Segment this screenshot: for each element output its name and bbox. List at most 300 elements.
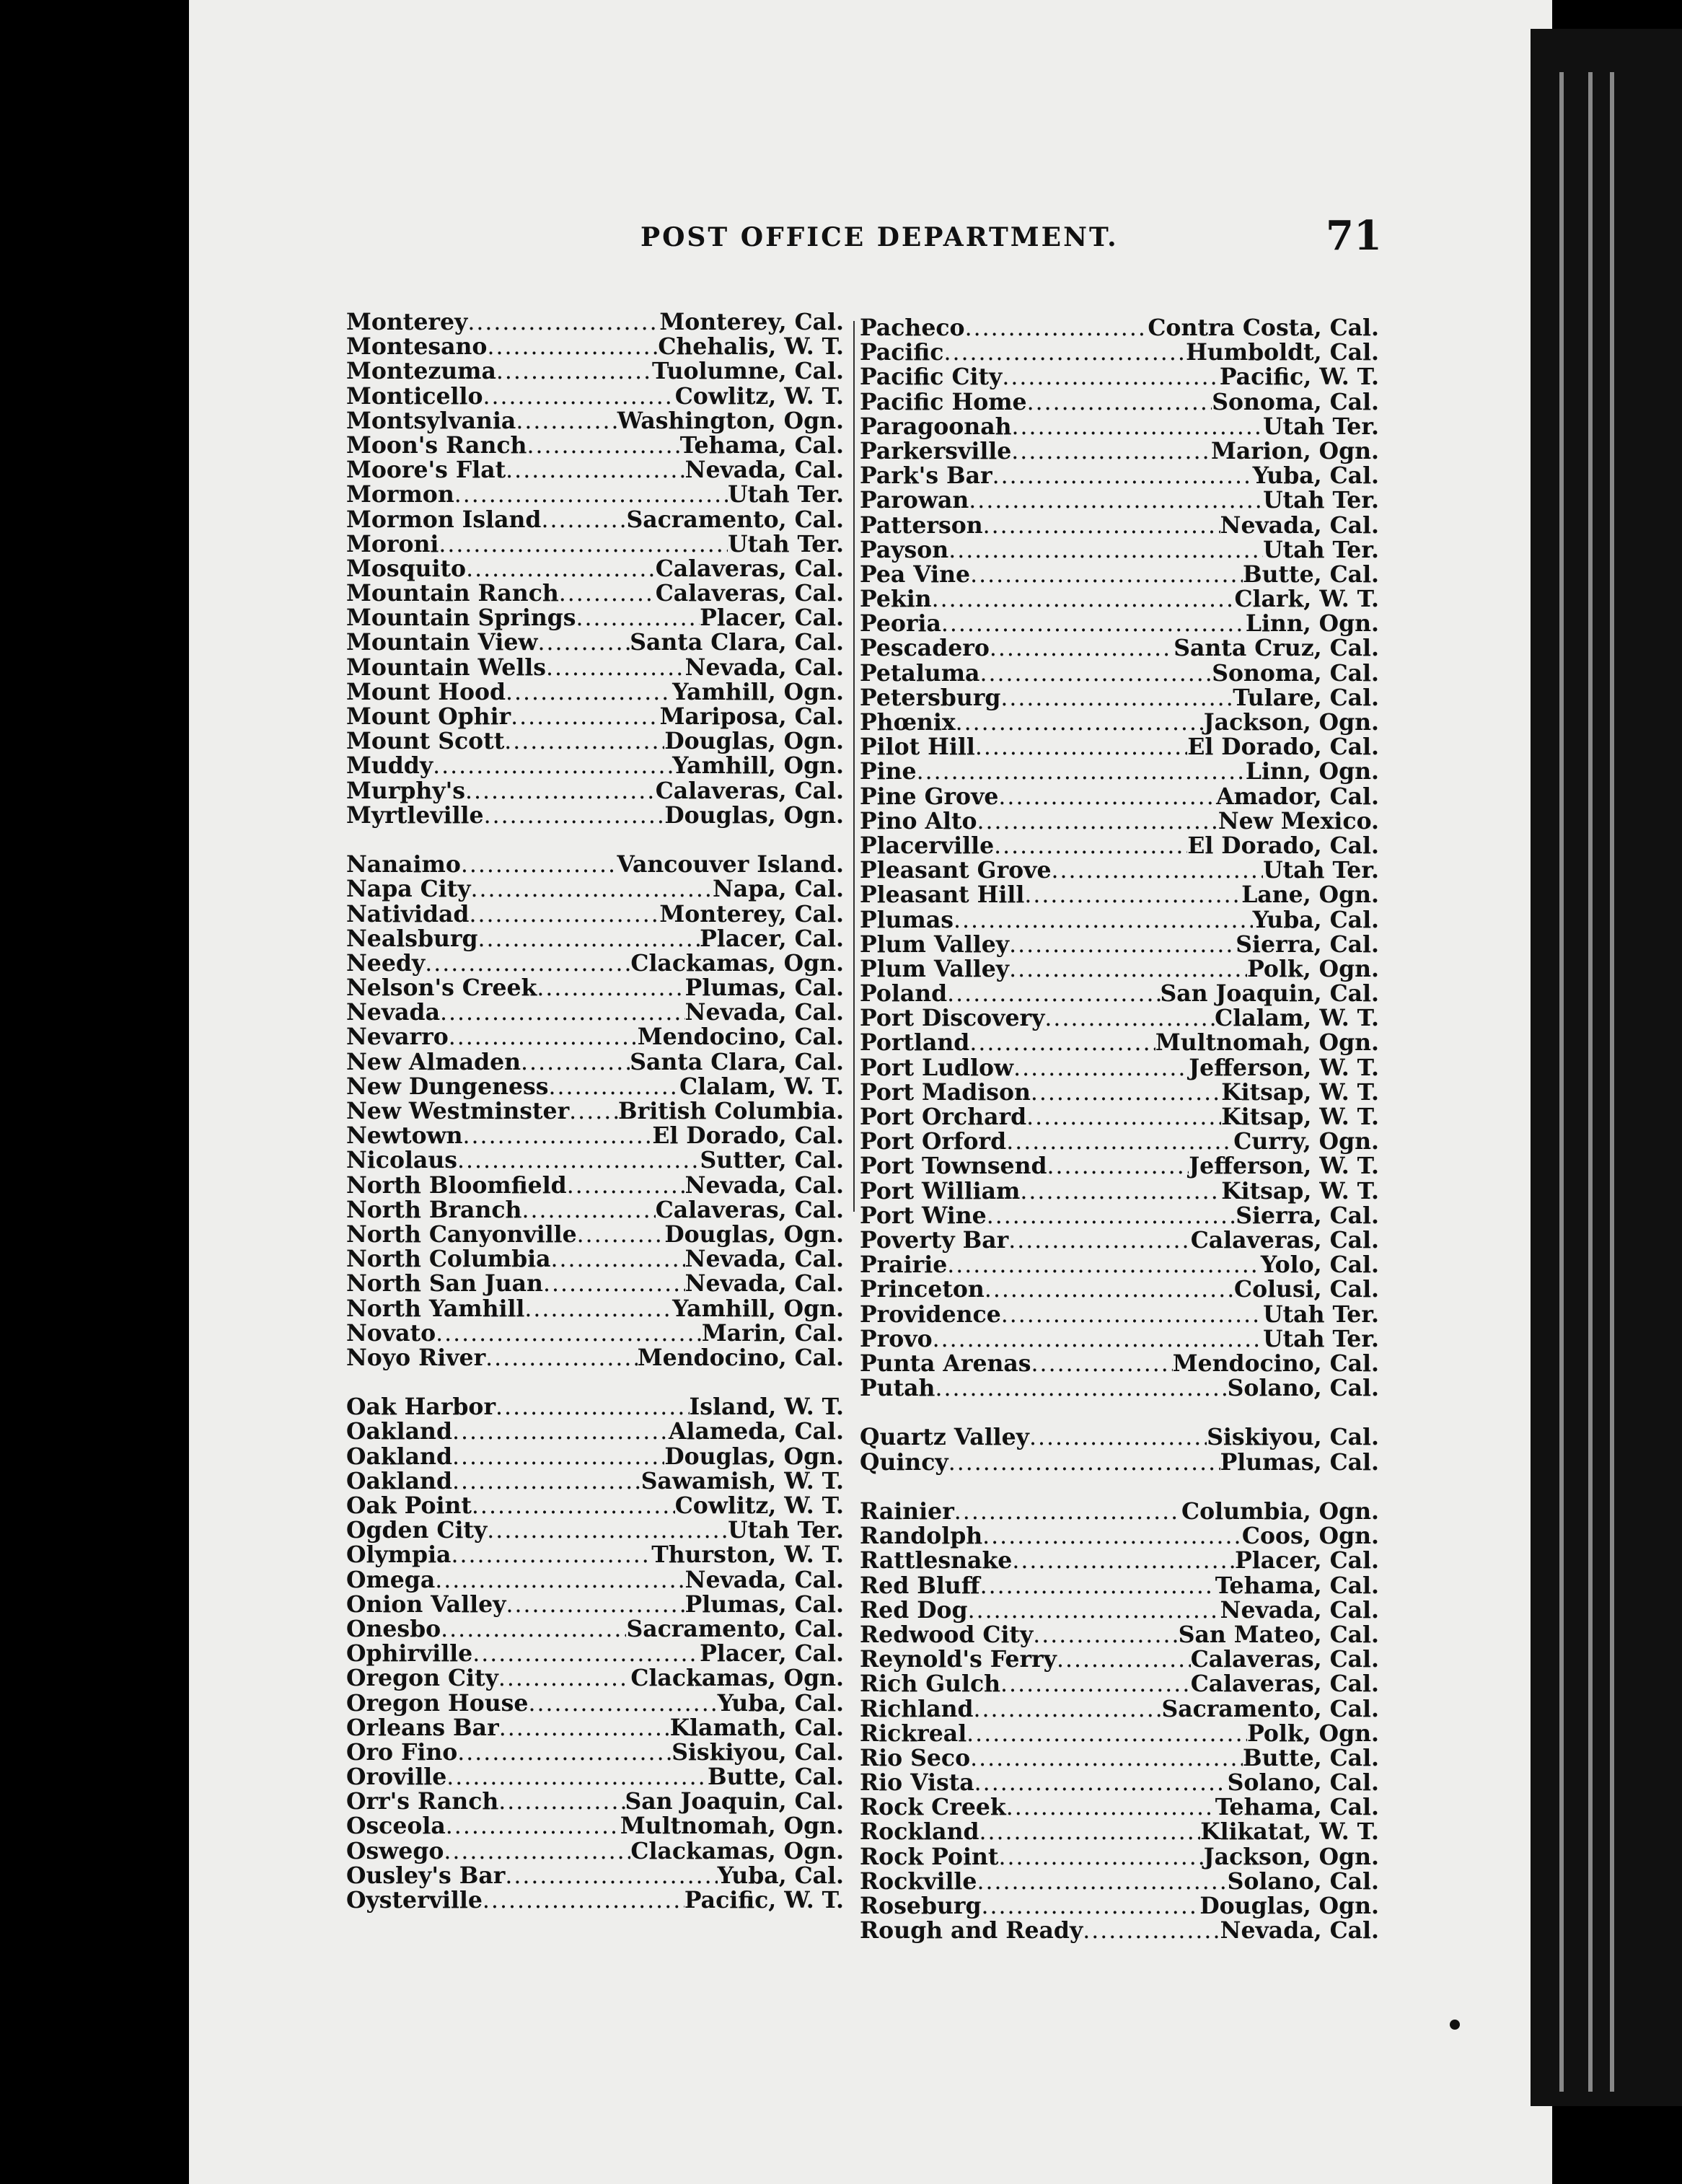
list-item [860, 908, 1379, 933]
county-state: Colusi, Cal. [1234, 1276, 1379, 1303]
post-office-name: Newtown [346, 1122, 463, 1150]
post-office-name: Port Orford [860, 1128, 1007, 1155]
post-office-name: Rainier [860, 1498, 954, 1525]
post-office-name: Randolph [860, 1523, 983, 1550]
county-state: Monterey, Cal. [659, 900, 844, 928]
post-office-name: Pilot Hill [860, 734, 975, 761]
leader-dots [977, 1870, 1227, 1894]
post-office-name: Nealsburg [346, 925, 478, 952]
county-state: Nevada, Cal. [684, 1171, 844, 1199]
post-office-name: Mountain Wells [346, 653, 546, 681]
county-state: Amador, Cal. [1216, 783, 1379, 810]
leader-dots [521, 1198, 655, 1223]
list-item [346, 803, 844, 828]
post-office-name: Ophirville [346, 1640, 473, 1668]
post-office-name: Natividad [346, 900, 470, 928]
county-state: Polk, Ogn. [1247, 955, 1379, 982]
county-state: Yuba, Cal. [717, 1862, 844, 1889]
leader-dots [496, 359, 652, 384]
page-number: 71 [1326, 212, 1382, 260]
county-state: Curry, Ogn. [1233, 1128, 1379, 1155]
leader-dots [457, 1148, 700, 1173]
county-state: Yamhill, Ogn. [672, 752, 844, 780]
county-state: Mariposa, Cal. [659, 703, 844, 730]
post-office-name: Pekin [860, 586, 932, 613]
post-office-name: Napa City [346, 876, 471, 903]
list-item [346, 1220, 844, 1248]
county-state: Contra Costa, Cal. [1148, 314, 1379, 341]
list-item [860, 809, 1379, 834]
county-state: Alameda, Cal. [669, 1418, 844, 1445]
leader-dots [980, 1574, 1215, 1598]
post-office-name: Quincy [860, 1448, 948, 1476]
leader-dots [425, 951, 630, 976]
leader-dots [551, 1247, 685, 1272]
list-item [860, 415, 1379, 439]
post-office-name: Montesano [346, 333, 488, 361]
county-state: British Columbia. [618, 1098, 844, 1124]
county-state: Mendocino, Cal. [637, 1023, 844, 1051]
county-state: Jefferson, W. T. [1189, 1153, 1379, 1180]
leader-dots [435, 1568, 684, 1593]
list-item [346, 1740, 844, 1765]
post-office-name: Moon's Ranch [346, 431, 527, 459]
leader-dots [965, 316, 1148, 340]
post-office-name: Oregon House [346, 1689, 529, 1717]
county-state: Tehama, Cal. [679, 431, 844, 459]
list-item [860, 1672, 1379, 1696]
county-state: San Mateo, Cal. [1178, 1621, 1379, 1648]
post-office-name: Port Orchard [860, 1104, 1027, 1130]
leader-dots [461, 853, 617, 877]
post-office-name: Oak Harbor [346, 1393, 496, 1421]
post-office-name: Reynold's Ferry [860, 1646, 1057, 1673]
leader-dots [496, 1395, 689, 1419]
list-item [346, 532, 844, 557]
county-state: Yamhill, Ogn. [672, 1295, 844, 1322]
leader-dots [1009, 957, 1247, 982]
post-office-name: Onesbo [346, 1615, 441, 1642]
list-item [860, 1228, 1379, 1253]
list-item [860, 1549, 1379, 1573]
county-state: Placer, Cal. [700, 925, 844, 952]
post-office-name: Rattlesnake [860, 1547, 1013, 1575]
county-state: Butte, Cal. [1242, 560, 1379, 588]
list-item [346, 1272, 844, 1296]
leader-dots [1006, 1795, 1215, 1820]
leader-dots [977, 809, 1218, 834]
county-state: Tulare, Cal. [1233, 684, 1379, 711]
leader-dots [985, 1277, 1234, 1302]
county-state: Siskiyou, Cal. [1207, 1424, 1379, 1451]
book-spine-edge [1531, 29, 1682, 2106]
post-office-name: Monticello [346, 382, 483, 410]
post-office-name: Port Townsend [860, 1153, 1047, 1180]
list-item [860, 1376, 1379, 1401]
post-office-name: Plum Valley [860, 930, 1010, 958]
county-state: Clalam, W. T. [1215, 1005, 1379, 1032]
post-office-name: Portland [860, 1029, 970, 1057]
leader-dots [1047, 1154, 1189, 1179]
list-item [860, 1130, 1379, 1154]
leader-dots [559, 581, 656, 606]
list-item [346, 976, 844, 1000]
list-item [346, 754, 844, 778]
list-item [860, 340, 1379, 365]
county-state: Calaveras, Cal. [1190, 1646, 1379, 1673]
leader-dots [932, 587, 1235, 612]
leader-dots [1031, 1080, 1221, 1105]
leader-dots [498, 1666, 631, 1691]
county-state: Linn, Ogn. [1245, 610, 1379, 638]
leader-dots [446, 1765, 708, 1789]
post-office-name: Omega [346, 1566, 436, 1593]
county-state: Lane, Ogn. [1241, 881, 1379, 909]
leader-dots [992, 464, 1253, 488]
leader-dots [1001, 1303, 1263, 1327]
leader-dots [567, 1174, 685, 1198]
list-item [860, 1771, 1379, 1795]
leader-dots [974, 1697, 1162, 1722]
list-item [860, 1179, 1379, 1204]
leader-dots [1026, 1105, 1221, 1130]
county-state: Napa, Cal. [713, 876, 844, 903]
post-office-name: Pacific [860, 339, 944, 366]
leader-dots [956, 710, 1204, 735]
post-office-name: Muddy [346, 752, 433, 780]
post-office-name: Putah [860, 1375, 935, 1402]
post-office-name: Park's Bar [860, 462, 992, 490]
post-office-name: Oswego [346, 1837, 444, 1864]
county-state: Placer, Cal. [700, 1640, 844, 1668]
post-office-name: Mountain View [346, 629, 538, 656]
list-item [346, 1642, 844, 1666]
post-office-name: Pino Alto [860, 807, 977, 835]
leader-dots [974, 1771, 1228, 1795]
leader-dots [935, 1376, 1227, 1401]
post-office-name: Placerville [860, 832, 995, 859]
leader-dots [969, 488, 1263, 513]
post-office-name: Port Wine [860, 1202, 987, 1229]
post-office-name: Punta Arenas [860, 1349, 1031, 1377]
county-state: Utah Ter. [1263, 857, 1379, 884]
county-state: Plumas, Cal. [684, 974, 844, 1002]
county-state: Tuolumne, Cal. [652, 358, 844, 385]
leader-dots [1044, 1006, 1215, 1031]
list-item [860, 538, 1379, 563]
leader-dots [506, 680, 672, 705]
post-office-name: Provo [860, 1325, 933, 1352]
list-item [346, 853, 844, 877]
leader-dots [1009, 933, 1236, 957]
leader-dots [451, 1543, 651, 1567]
post-office-name: Onion Valley [346, 1590, 506, 1618]
county-state: Island, W. T. [689, 1393, 844, 1421]
leader-dots [469, 902, 659, 927]
county-state: Clackamas, Ogn. [630, 1837, 844, 1864]
post-office-name: Rock Point [860, 1843, 999, 1870]
leader-dots [943, 340, 1186, 365]
list-item [860, 1450, 1379, 1475]
county-state: Multnomah, Ogn. [620, 1813, 844, 1840]
list-item [346, 927, 844, 951]
leader-dots [516, 409, 617, 433]
post-office-name: Parkersville [860, 437, 1012, 464]
county-state: Marion, Ogn. [1210, 437, 1379, 464]
county-state: Coos, Ogn. [1241, 1523, 1379, 1550]
county-state: Chehalis, W. T. [658, 333, 844, 361]
leader-dots [970, 1746, 1243, 1771]
leader-dots [538, 630, 630, 655]
list-item [860, 1006, 1379, 1031]
list-item [860, 1349, 1379, 1377]
leader-dots [499, 1716, 670, 1740]
list-item [860, 710, 1379, 735]
leader-dots [478, 927, 700, 951]
post-office-name: Rockland [860, 1818, 979, 1846]
post-office-name: Plumas [860, 906, 954, 933]
leader-dots [1024, 883, 1241, 907]
list-item [346, 1543, 844, 1567]
post-office-name: Port Discovery [860, 1005, 1045, 1032]
list-item [346, 1716, 844, 1740]
county-state: Nevada, Cal. [684, 653, 844, 681]
post-office-name: Roseburg [860, 1893, 982, 1919]
post-office-name: Montezuma [346, 358, 496, 385]
post-office-name: Pescadero [860, 635, 990, 662]
list-item [860, 636, 1379, 661]
leader-dots [463, 1124, 653, 1148]
list-item [346, 1666, 844, 1691]
post-office-name: Prairie [860, 1251, 948, 1279]
list-item [346, 951, 844, 976]
list-item [860, 1204, 1379, 1228]
county-state: Sawamish, W. T. [640, 1467, 844, 1494]
list-item [860, 1746, 1379, 1771]
county-state: Sacramento, Cal. [1161, 1695, 1379, 1722]
leader-dots [484, 803, 665, 828]
post-office-name: Port William [860, 1177, 1021, 1205]
list-item [346, 1789, 844, 1814]
section-gap [346, 828, 844, 853]
post-office-name: Oro Fino [346, 1738, 458, 1766]
leader-dots [994, 834, 1187, 858]
post-office-name: Needy [346, 949, 426, 977]
county-state: Pacific, W. T. [1219, 364, 1379, 391]
post-office-name: Orr's Ranch [346, 1788, 499, 1815]
post-office-name: Phœnix [860, 709, 956, 736]
leader-dots [506, 1593, 684, 1617]
county-state: Klikatat, W. T. [1200, 1818, 1379, 1846]
post-office-name: Princeton [860, 1276, 985, 1303]
county-state: Sonoma, Cal. [1212, 388, 1379, 415]
list-item [860, 834, 1379, 858]
post-office-name: Oregon City [346, 1665, 498, 1692]
leader-dots [541, 508, 626, 532]
list-item [860, 365, 1379, 389]
county-state: Solano, Cal. [1227, 1867, 1379, 1895]
post-office-name: Parowan [860, 487, 969, 514]
leader-dots [968, 1598, 1220, 1623]
leader-dots [1000, 1672, 1191, 1696]
ink-spot [1450, 2020, 1460, 2030]
leader-dots [982, 1894, 1200, 1919]
post-office-name: Rock Creek [860, 1794, 1006, 1821]
leader-dots [549, 1075, 680, 1099]
county-state: Jackson, Ogn. [1203, 709, 1379, 736]
leader-dots [1012, 1549, 1235, 1573]
county-state: Douglas, Ogn. [1199, 1893, 1379, 1919]
county-state: Mendocino, Cal. [1172, 1349, 1379, 1377]
list-item [860, 759, 1379, 784]
post-office-name: Payson [860, 536, 949, 563]
leader-dots [457, 1740, 672, 1765]
county-state: Nevada, Cal. [684, 999, 844, 1026]
leader-dots [528, 1691, 717, 1716]
leader-dots [1020, 1179, 1221, 1204]
post-office-name: Pine [860, 758, 917, 785]
post-office-name: Patterson [860, 511, 983, 539]
county-state: Calaveras, Cal. [655, 580, 844, 607]
list-item [346, 1839, 844, 1864]
leader-dots [948, 538, 1263, 563]
post-office-name: Pleasant Grove [860, 857, 1052, 884]
leader-dots [446, 1814, 620, 1839]
leader-dots [998, 785, 1216, 809]
list-item [860, 511, 1379, 539]
county-state: Clark, W. T. [1234, 586, 1379, 613]
post-office-name: Nevada [346, 999, 440, 1026]
list-item [860, 1327, 1379, 1352]
list-item [346, 1148, 844, 1173]
post-office-name: Nanaimo [346, 851, 461, 879]
county-state: Clackamas, Ogn. [630, 1665, 844, 1692]
county-state: San Joaquin, Cal. [1160, 980, 1379, 1008]
county-state: Butte, Cal. [1242, 1744, 1379, 1771]
list-item [346, 1346, 844, 1370]
section-gap [346, 1370, 844, 1395]
list-item [346, 729, 844, 754]
county-state: Sacramento, Cal. [626, 506, 844, 533]
post-office-name: Petersburg [860, 684, 1001, 711]
page-header: POST OFFICE DEPARTMENT. [640, 222, 1119, 252]
county-state: Yolo, Cal. [1260, 1251, 1379, 1279]
list-item [860, 1795, 1379, 1820]
leader-dots [498, 1789, 625, 1814]
leader-dots [483, 384, 674, 409]
leader-dots [1052, 858, 1264, 883]
post-office-name: Mormon Island [346, 506, 542, 533]
post-office-name: New Dungeness [346, 1073, 549, 1100]
list-item [860, 612, 1379, 636]
list-item [860, 488, 1379, 513]
list-item [860, 982, 1379, 1006]
county-state: Nevada, Cal. [684, 1246, 844, 1273]
list-item [346, 384, 844, 409]
county-state: Clackamas, Ogn. [630, 949, 844, 977]
leader-dots [1002, 365, 1219, 389]
post-office-name: Mountain Ranch [346, 580, 559, 607]
list-item [346, 1050, 844, 1075]
list-item [860, 1697, 1379, 1722]
leader-dots [975, 735, 1188, 759]
list-item [860, 316, 1379, 340]
list-item [346, 1590, 844, 1618]
list-item [346, 1247, 844, 1272]
list-item [346, 1075, 844, 1099]
county-state: Calaveras, Cal. [655, 777, 844, 804]
county-state: Calaveras, Cal. [655, 1196, 844, 1223]
county-state: Yuba, Cal. [1252, 462, 1379, 490]
post-office-name: Oakland [346, 1443, 452, 1470]
post-office-name: Rockville [860, 1867, 977, 1895]
leader-dots [933, 1327, 1264, 1352]
county-state: Yamhill, Ogn. [672, 678, 844, 705]
leader-dots [449, 1025, 638, 1049]
leader-dots [537, 976, 684, 1000]
list-item [860, 1277, 1379, 1302]
list-item [346, 1518, 844, 1543]
post-office-name: New Almaden [346, 1048, 521, 1075]
leader-dots [1012, 415, 1264, 439]
post-office-name: Rio Vista [860, 1769, 974, 1797]
post-office-name: Orleans Bar [346, 1714, 499, 1741]
list-item [860, 1425, 1379, 1450]
county-state: Yuba, Cal. [1252, 906, 1379, 933]
page-edge-line [1610, 72, 1614, 2092]
list-item [346, 1765, 844, 1789]
post-office-name: Mount Hood [346, 678, 506, 705]
list-item [860, 587, 1379, 612]
post-office-name: Myrtleville [346, 801, 484, 829]
county-state: Calaveras, Cal. [1190, 1226, 1379, 1254]
post-office-name: Noyo River [346, 1344, 486, 1371]
list-item [860, 1031, 1379, 1055]
list-item [860, 390, 1379, 415]
post-office-name: Nicolaus [346, 1147, 457, 1174]
leader-dots [987, 1204, 1236, 1228]
county-state: Linn, Ogn. [1245, 758, 1379, 785]
post-office-name: Mount Scott [346, 728, 505, 755]
section-gap [860, 1401, 1379, 1425]
county-state: Solano, Cal. [1227, 1769, 1379, 1797]
leader-dots [990, 636, 1174, 661]
list-item [346, 310, 844, 335]
list-item [860, 1056, 1379, 1080]
list-item [346, 557, 844, 581]
county-state: Clalam, W. T. [679, 1073, 844, 1100]
leader-dots [970, 563, 1243, 587]
post-office-name: Oroville [346, 1764, 447, 1791]
list-item [860, 930, 1379, 958]
leader-dots [483, 1888, 684, 1913]
list-item [346, 1171, 844, 1199]
post-office-name: Poverty Bar [860, 1226, 1009, 1254]
county-state: Butte, Cal. [707, 1764, 844, 1791]
post-office-name: Oysterville [346, 1887, 483, 1914]
list-item [346, 335, 844, 359]
leader-dots [1013, 1056, 1189, 1080]
county-state: Washington, Ogn. [617, 407, 844, 434]
post-office-name: Rough and Ready [860, 1917, 1083, 1945]
list-item [860, 1253, 1379, 1277]
leader-dots [967, 1722, 1247, 1746]
county-state: Marin, Cal. [701, 1319, 844, 1347]
leader-dots [527, 433, 679, 458]
leader-dots [452, 1419, 669, 1444]
list-item [346, 680, 844, 705]
county-state: Thurston, W. T. [651, 1541, 844, 1569]
